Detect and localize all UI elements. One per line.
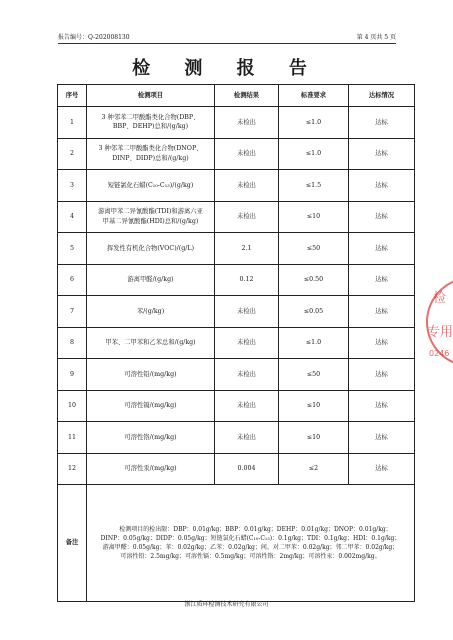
cell-result: 未检出 — [215, 422, 279, 454]
table-row — [58, 453, 415, 485]
item-name-line: 可溶性汞/(mg/kg) — [124, 465, 177, 473]
col-header-status: 达标情况 — [349, 85, 415, 107]
cell-item — [87, 359, 215, 391]
cell-item — [87, 170, 215, 202]
cell-item — [87, 138, 215, 170]
table-row — [58, 327, 415, 359]
cell-result: 未检出 — [215, 170, 279, 202]
col-header-no: 序号 — [58, 85, 87, 107]
cell-result: 未检出 — [215, 327, 279, 359]
item-name-line: 可溶性铅/(mg/kg) — [124, 370, 177, 378]
table-row — [58, 390, 415, 422]
cell-no: 1 — [58, 107, 87, 139]
cell-result: 未检出 — [215, 201, 279, 233]
item-name-line: BBP、DEHP)总和/(g/kg) — [112, 123, 189, 131]
notes-content — [87, 485, 415, 602]
item-name-line: 游离甲醛/(g/kg) — [127, 276, 174, 284]
report-number-label: 报告编号： — [58, 34, 89, 41]
table-row — [58, 107, 415, 139]
table-row — [58, 359, 415, 391]
cell-standard: ≤50 — [279, 233, 349, 265]
cell-standard: ≤1.5 — [279, 170, 349, 202]
notes-label: 备注 — [58, 485, 87, 602]
table-row — [58, 170, 415, 202]
cell-no: 8 — [58, 327, 87, 359]
item-name-line: 苯/(g/kg) — [136, 307, 165, 315]
item-name-line: DINP、DIDP)总和/(g/kg) — [112, 154, 189, 162]
cell-no: 11 — [58, 422, 87, 454]
report-number — [58, 32, 130, 41]
notes-row — [58, 485, 415, 602]
cell-result: 未检出 — [215, 107, 279, 139]
item-name-line: 3 种邻苯二甲酸酯类化合物(DBP、 — [101, 113, 200, 121]
header-divider — [58, 43, 396, 44]
cell-item — [87, 327, 215, 359]
cell-item — [87, 453, 215, 485]
item-name-line: 挥发性有机化合物(VOC)/(g/L) — [106, 244, 195, 252]
company-footer: 浙江质环检测技术研究有限公司 — [184, 601, 269, 608]
cell-item — [87, 390, 215, 422]
cell-no: 9 — [58, 359, 87, 391]
item-name-line: 甲苯、二甲苯和乙苯总和/(g/kg) — [105, 339, 196, 347]
cell-status: 达标 — [349, 170, 415, 202]
cell-standard: ≤1.0 — [279, 107, 349, 139]
cell-item — [87, 296, 215, 328]
cell-status: 达标 — [349, 327, 415, 359]
table-header-row — [58, 85, 415, 107]
cell-status: 达标 — [349, 138, 415, 170]
cell-result: 2.1 — [215, 233, 279, 265]
cell-item — [87, 264, 215, 296]
cell-status: 达标 — [349, 422, 415, 454]
cell-standard: ≤1.0 — [279, 138, 349, 170]
cell-item — [87, 422, 215, 454]
col-header-item: 检测项目 — [87, 85, 215, 107]
cell-standard: ≤1.0 — [279, 327, 349, 359]
page-info: 第 4 页共 5 页 — [356, 34, 396, 41]
cell-result: 未检出 — [215, 359, 279, 391]
cell-result: 未检出 — [215, 390, 279, 422]
notes-line: 游离甲醛：0.05g/kg；苯：0.02g/kg；乙苯：0.02g/kg；间、对二甲苯：0.02g/kg；邻二甲苯：0.02g/kg； — [102, 544, 399, 551]
table-row — [58, 264, 415, 296]
col-header-result: 检测结果 — [215, 85, 279, 107]
report-number-value: Q-202008130 — [88, 34, 130, 41]
table-row — [58, 138, 415, 170]
cell-standard: ≤10 — [279, 422, 349, 454]
item-name-line: 游离甲苯二异氰酸酯(TDI)和游离六亚 — [98, 208, 203, 216]
notes-line: 可溶性铅：2.5mg/kg；可溶性镉：0.5mg/kg；可溶性铬：2mg/kg；可溶性汞：0.002mg/kg。 — [120, 553, 381, 560]
cell-status: 达标 — [349, 390, 415, 422]
col-header-standard: 标准要求 — [279, 85, 349, 107]
cell-result: 0.004 — [215, 453, 279, 485]
cell-no: 12 — [58, 453, 87, 485]
table-row — [58, 422, 415, 454]
item-name-line: 短链氯化石蜡(C₁₀-C₁₃)/(g/kg) — [107, 181, 194, 189]
cell-status: 达标 — [349, 264, 415, 296]
cell-no: 10 — [58, 390, 87, 422]
report-title: 检 测 报 告 — [132, 58, 321, 79]
item-name-line: 甲基二异氰酸酯(HDI)总和/(g/kg) — [102, 217, 199, 225]
cell-item — [87, 233, 215, 265]
notes-line: DINP：0.05g/kg；DIDP：0.05g/kg；短链氯化石蜡(C₁₀-C₁₃)：0.1g/kg；TDI：0.1g/kg；HDI：0.1g/kg； — [100, 535, 401, 542]
table-row — [58, 233, 415, 265]
cell-no: 6 — [58, 264, 87, 296]
item-name-line: 可溶性镉/(mg/kg) — [124, 402, 177, 410]
cell-item — [87, 107, 215, 139]
cell-standard: ≤0.50 — [279, 264, 349, 296]
seal-stamp — [423, 262, 453, 382]
cell-no: 7 — [58, 296, 87, 328]
cell-status: 达标 — [349, 359, 415, 391]
cell-standard: ≤50 — [279, 359, 349, 391]
cell-status: 达标 — [349, 201, 415, 233]
cell-result: 未检出 — [215, 138, 279, 170]
cell-no: 2 — [58, 138, 87, 170]
cell-standard: ≤2 — [279, 453, 349, 485]
svg-text:专用: 专用 — [427, 325, 453, 340]
cell-no: 5 — [58, 233, 87, 265]
cell-status: 达标 — [349, 296, 415, 328]
cell-status: 达标 — [349, 453, 415, 485]
cell-standard: ≤10 — [279, 201, 349, 233]
item-name-line: 3 种邻苯二甲酸酯类化合物(DNOP、 — [98, 145, 203, 153]
cell-no: 3 — [58, 170, 87, 202]
cell-result: 0.12 — [215, 264, 279, 296]
cell-standard: ≤0.05 — [279, 296, 349, 328]
cell-status: 达标 — [349, 107, 415, 139]
cell-standard: ≤10 — [279, 390, 349, 422]
item-name-line: 可溶性铬/(mg/kg) — [124, 433, 177, 441]
cell-status: 达标 — [349, 233, 415, 265]
table-row — [58, 201, 415, 233]
cell-item — [87, 201, 215, 233]
cell-no: 4 — [58, 201, 87, 233]
svg-text:0246: 0246 — [429, 349, 450, 358]
cell-result: 未检出 — [215, 296, 279, 328]
notes-line: 检测项目的检出限：DBP：0.01g/kg；BBP：0.01g/kg；DEHP：0.01g/kg；DNOP：0.01g/kg； — [119, 526, 392, 533]
svg-text:检: 检 — [433, 291, 447, 306]
test-results-table — [57, 84, 415, 602]
table-row — [58, 296, 415, 328]
